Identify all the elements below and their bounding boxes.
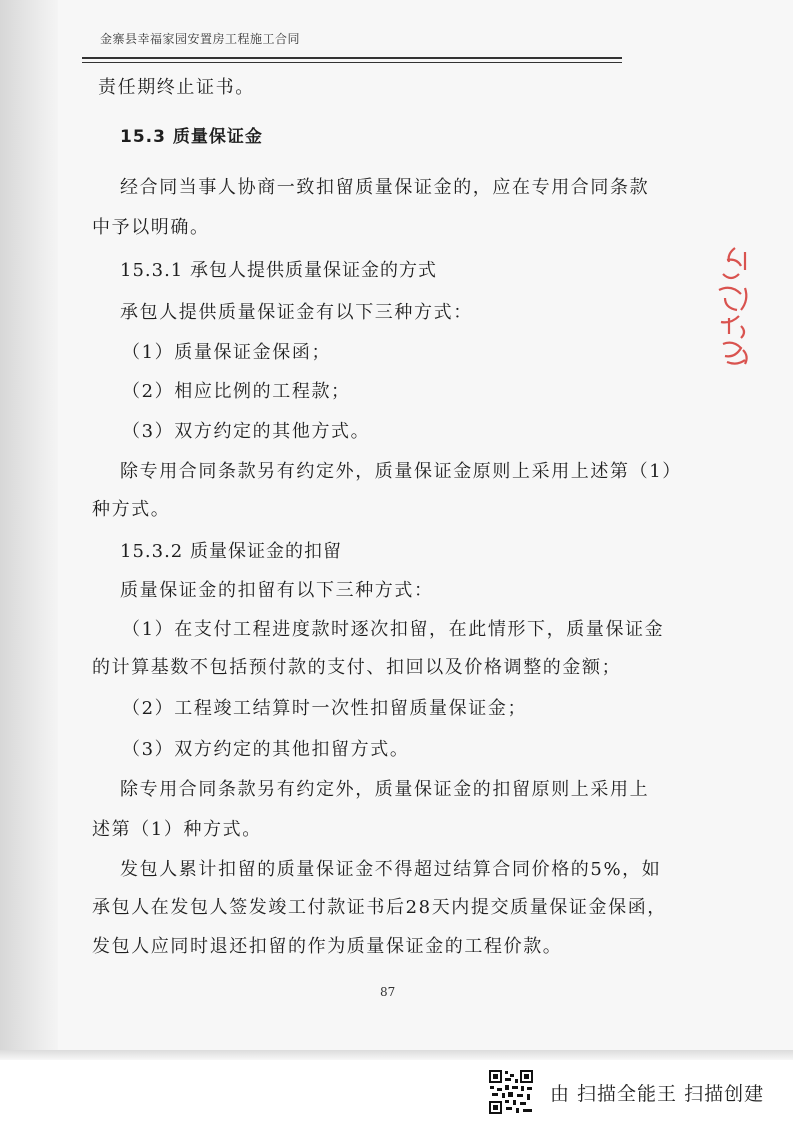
- list-item: （3）双方约定的其他方式。: [122, 421, 371, 442]
- body-line: 除专用合同条款另有约定外，质量保证金原则上采用上述第（1）: [120, 461, 682, 482]
- page: [58, 0, 793, 1052]
- subsection-heading: 15.3.2 质量保证金的扣留: [120, 541, 342, 562]
- body-line: 发包人应同时退还扣留的作为质量保证金的工程价款。: [92, 936, 563, 957]
- page-bottom-edge: [0, 1050, 793, 1060]
- list-item: （1）在支付工程进度款时逐次扣留，在此情形下，质量保证金: [122, 619, 665, 640]
- body-line: 发包人累计扣留的质量保证金不得超过结算合同价格的5%，如: [120, 859, 662, 880]
- body-line: 述第（1）种方式。: [92, 819, 262, 840]
- body-line: 承包人在发包人签发竣工付款证书后28天内提交质量保证金保函，: [92, 897, 667, 918]
- body-line: 经合同当事人协商一致扣留质量保证金的，应在专用合同条款: [120, 177, 650, 198]
- body-line: 中予以明确。: [92, 217, 210, 238]
- qr-code-icon: [488, 1069, 534, 1115]
- section-heading: 15.3 质量保证金: [120, 127, 263, 147]
- body-line: 责任期终止证书。: [98, 77, 255, 98]
- list-item: （2）相应比例的工程款；: [122, 381, 351, 402]
- seal-stamp: [705, 240, 760, 380]
- document-header: 金寨县幸福家园安置房工程施工合同: [100, 32, 301, 46]
- page-number: 87: [380, 985, 396, 999]
- scan-watermark: [488, 1068, 764, 1116]
- page-edge-shadow: [0, 0, 58, 1060]
- list-item: （3）双方约定的其他扣留方式。: [122, 739, 410, 760]
- body-line: 种方式。: [92, 499, 171, 520]
- body-line: 的计算基数不包括预付款的支付、扣回以及价格调整的金额；: [92, 657, 622, 678]
- scan-credit-text: 由 扫描全能王 扫描创建: [550, 1082, 765, 1105]
- body-line: 承包人提供质量保证金有以下三种方式：: [120, 302, 473, 323]
- body-line: 质量保证金的扣留有以下三种方式：: [120, 580, 434, 601]
- list-item: （1）质量保证金保函；: [122, 342, 332, 363]
- list-item: （2）工程竣工结算时一次性扣留质量保证金；: [122, 698, 528, 719]
- body-line: 除专用合同条款另有约定外，质量保证金的扣留原则上采用上: [120, 779, 650, 800]
- header-rule: [82, 57, 622, 59]
- header-rule-thin: [82, 62, 622, 63]
- subsection-heading: 15.3.1 承包人提供质量保证金的方式: [120, 260, 437, 281]
